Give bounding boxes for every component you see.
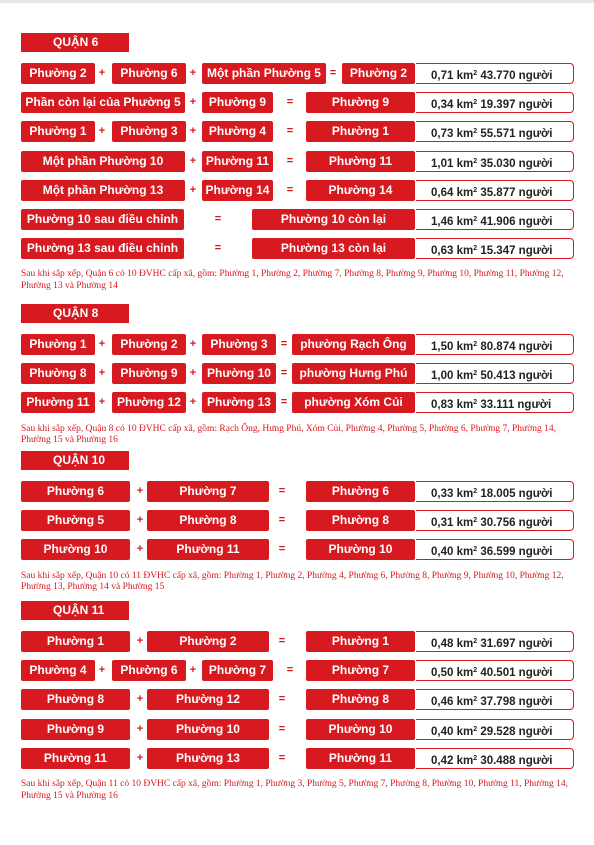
plus-sign: + (189, 125, 197, 138)
result-ward-box: Phường 13 còn lại (252, 238, 415, 259)
plus-sign: + (136, 635, 144, 647)
area-value: 0,33 km (431, 488, 474, 500)
area-exponent: 2 (473, 341, 478, 348)
area-exponent: 2 (473, 128, 478, 136)
area-exponent: 2 (473, 399, 478, 407)
population-value: 18.005 người (480, 488, 553, 500)
population-value: 19.397 người (480, 99, 553, 112)
merge-row (0, 92, 594, 113)
merge-row (0, 238, 594, 259)
equals-sign: = (280, 396, 288, 409)
result-ward-box: Phường 14 (306, 180, 415, 201)
source-ward-box: Phường 11 (202, 151, 273, 172)
plus-sign: + (98, 338, 106, 350)
source-ward-box: Phường 1 (21, 631, 130, 652)
area-exponent: 2 (473, 696, 478, 704)
equals-sign: = (214, 213, 222, 225)
population-value: 36.599 người (480, 546, 553, 559)
source-ward-box: Phường 5 (21, 510, 130, 531)
area-value: 0,64 km (431, 186, 474, 199)
area-value: 0,40 km (431, 546, 474, 559)
population-value: 40.501 người (480, 667, 553, 680)
merge-row (0, 209, 594, 230)
source-ward-box: Phường 6 (21, 481, 130, 502)
district-title: QUẬN 11 (21, 601, 129, 620)
area-value: 0,50 km (431, 667, 474, 680)
result-ward-box: Phường 2 (342, 63, 415, 84)
equals-sign: = (278, 751, 286, 764)
area-value: 0,83 km (431, 399, 474, 412)
population-value: 30.756 người (480, 517, 553, 530)
result-ward-box: Phường 11 (306, 748, 415, 769)
merge-row (0, 719, 594, 740)
source-ward-box: Phường 11 (21, 748, 130, 769)
area-value: 1,50 km (431, 341, 474, 353)
equals-sign: = (286, 96, 294, 109)
merge-row (0, 748, 594, 769)
source-ward-box: Phường 13 (147, 748, 269, 769)
result-ward-box: Phường 8 (306, 510, 415, 531)
result-ward-box: Phường 6 (306, 481, 415, 502)
area-exponent: 2 (473, 157, 478, 165)
source-ward-box: Phường 11 (147, 539, 269, 560)
area-value: 0,34 km (431, 99, 474, 112)
plus-sign: + (98, 396, 106, 409)
source-ward-box: Phần còn lại của Phường 5 (21, 92, 185, 113)
merge-row (0, 121, 594, 142)
area-value: 1,01 km (431, 157, 474, 170)
area-exponent: 2 (473, 488, 478, 495)
merge-row (0, 363, 594, 384)
area-exponent: 2 (473, 370, 478, 378)
result-ward-box: Phường 10 (306, 539, 415, 560)
area-population-stat (416, 92, 574, 113)
area-exponent: 2 (473, 245, 478, 253)
population-value: 15.347 người (480, 245, 553, 258)
area-exponent: 2 (473, 638, 478, 645)
merge-row (0, 689, 594, 710)
district-title: QUẬN 6 (21, 33, 129, 52)
source-ward-box: Phường 7 (202, 660, 273, 681)
source-ward-box: Phường 13 sau điều chỉnh (21, 238, 184, 259)
plus-sign: + (189, 67, 197, 79)
equals-sign: = (278, 543, 286, 556)
top-rule (0, 0, 594, 3)
area-value: 1,46 km (431, 216, 474, 228)
area-value: 0,40 km (431, 725, 474, 738)
merge-row (0, 334, 594, 355)
source-ward-box: Phường 2 (21, 63, 95, 84)
plus-sign: + (189, 367, 197, 380)
area-population-stat (416, 63, 574, 84)
area-value: 0,48 km (431, 638, 474, 650)
population-value: 43.770 người (480, 70, 553, 82)
area-exponent: 2 (473, 754, 478, 762)
equals-sign: = (286, 125, 294, 138)
area-population-stat (416, 631, 574, 652)
source-ward-box: Phường 2 (147, 631, 269, 652)
merge-row (0, 151, 594, 172)
source-ward-box: Phường 10 (147, 719, 269, 740)
source-ward-box: Phường 3 (112, 121, 186, 142)
plus-sign: + (98, 367, 106, 380)
result-ward-box: Phường 10 (306, 719, 415, 740)
source-ward-box: Phường 8 (21, 363, 95, 384)
area-value: 0,73 km (431, 128, 474, 141)
merge-row (0, 539, 594, 560)
result-ward-box: Phường 1 (306, 121, 415, 142)
source-ward-box: Phường 11 (21, 392, 95, 413)
merge-row (0, 660, 594, 681)
result-ward-box: Phường 1 (306, 631, 415, 652)
population-value: 37.798 người (480, 696, 553, 709)
section-note: Sau khi sắp xếp, Quận 8 có 10 ĐVHC cấp xã, gồm: Rạch Ông, Hưng Phú, Xóm Củi, Phường 4, Phường 5, Phường 6, Phường 7, Phường 14, Phường 15 và Phường 16 (21, 423, 556, 446)
area-value: 0,71 km (431, 70, 474, 82)
equals-sign: = (280, 338, 288, 350)
population-value: 29.528 người (480, 725, 553, 738)
source-ward-box: Phường 13 (202, 392, 276, 413)
plus-sign: + (189, 338, 197, 350)
area-population-stat (416, 392, 574, 413)
area-value: 0,63 km (431, 245, 474, 258)
source-ward-box: Một phần Phường 5 (202, 63, 326, 84)
area-population-stat (416, 748, 574, 769)
population-value: 80.874 người (480, 341, 553, 353)
result-ward-box: phường Xóm Củi (292, 392, 415, 413)
source-ward-box: Một phần Phường 13 (21, 180, 185, 201)
source-ward-box: Phường 6 (112, 660, 186, 681)
population-value: 35.877 người (480, 186, 553, 199)
section-note: Sau khi sắp xếp, Quận 11 có 10 ĐVHC cấp xã, gồm: Phường 1, Phường 3, Phường 5, Phường 7, Phường 8, Phường 10, Phường 11, Phường 14, Phường 15 và Phường 16 (21, 779, 568, 801)
merge-row (0, 481, 594, 502)
area-exponent: 2 (473, 99, 478, 107)
plus-sign: + (136, 751, 144, 764)
area-exponent: 2 (473, 70, 478, 77)
equals-sign: = (278, 635, 286, 647)
source-ward-box: Phường 1 (21, 121, 95, 142)
area-exponent: 2 (473, 517, 478, 525)
equals-sign: = (278, 514, 286, 527)
equals-sign: = (214, 242, 222, 255)
area-population-stat (416, 121, 574, 142)
area-population-stat (416, 363, 574, 384)
merge-row (0, 392, 594, 413)
section-note: Sau khi sắp xếp, Quận 6 có 10 ĐVHC cấp xã, gồm: Phường 1, Phường 2, Phường 7, Phường 8, Phường 9, Phường 10, Phường 11, Phường 12, Phường 13 và Phường 14 (21, 269, 564, 291)
plus-sign: + (136, 722, 144, 735)
population-value: 55.571 người (480, 128, 553, 141)
result-ward-box: phường Rạch Ông (292, 334, 415, 355)
equals-sign: = (280, 367, 288, 380)
source-ward-box: Phường 6 (112, 63, 186, 84)
plus-sign: + (136, 693, 144, 706)
area-population-stat (416, 660, 574, 681)
area-population-stat (416, 719, 574, 740)
equals-sign: = (286, 664, 294, 677)
population-value: 33.111 người (480, 399, 552, 412)
equals-sign: = (278, 693, 286, 706)
population-value: 41.906 người (480, 216, 553, 228)
area-population-stat (416, 151, 574, 172)
plus-sign: + (98, 125, 106, 138)
population-value: 35.030 người (480, 157, 553, 170)
equals-sign: = (329, 67, 337, 79)
result-ward-box: phường Hưng Phú (292, 363, 415, 384)
equals-sign: = (286, 154, 294, 167)
plus-sign: + (136, 543, 144, 556)
area-population-stat (416, 689, 574, 710)
source-ward-box: Phường 14 (202, 180, 273, 201)
result-ward-box: Phường 7 (306, 660, 415, 681)
area-population-stat (416, 180, 574, 201)
source-ward-box: Phường 12 (147, 689, 269, 710)
area-exponent: 2 (473, 546, 478, 554)
source-ward-box: Phường 10 (202, 363, 276, 384)
area-population-stat (416, 209, 574, 230)
area-population-stat (416, 510, 574, 531)
area-population-stat (416, 481, 574, 502)
population-value: 50.413 người (480, 370, 553, 383)
source-ward-box: Phường 10 sau điều chỉnh (21, 209, 184, 230)
merge-row (0, 63, 594, 84)
source-ward-box: Phường 9 (21, 719, 130, 740)
source-ward-box: Phường 4 (21, 660, 95, 681)
source-ward-box: Phường 7 (147, 481, 269, 502)
plus-sign: + (189, 396, 197, 409)
result-ward-box: Phường 11 (306, 151, 415, 172)
equals-sign: = (278, 485, 286, 497)
source-ward-box: Phường 8 (21, 689, 130, 710)
source-ward-box: Phường 2 (112, 334, 186, 355)
source-ward-box: Phường 9 (112, 363, 186, 384)
source-ward-box: Phường 9 (202, 92, 273, 113)
section-note: Sau khi sắp xếp, Quận 10 có 11 ĐVHC cấp xã, gồm: Phường 1, Phường 2, Phường 4, Phường 6, Phường 8, Phường 9, Phường 10, Phường 12, Phường 13, Phường 14 và Phường 15 (21, 570, 564, 593)
merge-row (0, 510, 594, 531)
result-ward-box: Phường 10 còn lại (252, 209, 415, 230)
source-ward-box: Phường 3 (202, 334, 276, 355)
source-ward-box: Phường 12 (112, 392, 186, 413)
source-ward-box: Phường 1 (21, 334, 95, 355)
area-population-stat (416, 334, 574, 355)
area-exponent: 2 (473, 186, 478, 194)
plus-sign: + (189, 183, 197, 196)
population-value: 31.697 người (480, 638, 553, 650)
source-ward-box: Phường 8 (147, 510, 269, 531)
population-value: 30.488 người (480, 754, 553, 767)
area-exponent: 2 (473, 667, 478, 675)
plus-sign: + (136, 485, 144, 497)
source-ward-box: Phường 4 (202, 121, 273, 142)
area-value: 1,00 km (431, 370, 474, 383)
equals-sign: = (286, 183, 294, 196)
plus-sign: + (189, 154, 197, 167)
plus-sign: + (98, 67, 106, 79)
area-exponent: 2 (473, 216, 478, 223)
merge-row (0, 180, 594, 201)
source-ward-box: Một phần Phường 10 (21, 151, 185, 172)
area-population-stat (416, 539, 574, 560)
plus-sign: + (189, 96, 197, 109)
plus-sign: + (98, 664, 106, 677)
area-value: 0,31 km (431, 517, 474, 530)
merge-row (0, 631, 594, 652)
area-value: 0,46 km (431, 696, 474, 709)
plus-sign: + (136, 514, 144, 527)
plus-sign: + (189, 664, 197, 677)
source-ward-box: Phường 10 (21, 539, 130, 560)
area-population-stat (416, 238, 574, 259)
district-title: QUẬN 10 (21, 451, 129, 470)
area-value: 0,42 km (431, 754, 474, 767)
result-ward-box: Phường 8 (306, 689, 415, 710)
area-exponent: 2 (473, 725, 478, 733)
district-title: QUẬN 8 (21, 304, 129, 323)
equals-sign: = (278, 722, 286, 735)
result-ward-box: Phường 9 (306, 92, 415, 113)
